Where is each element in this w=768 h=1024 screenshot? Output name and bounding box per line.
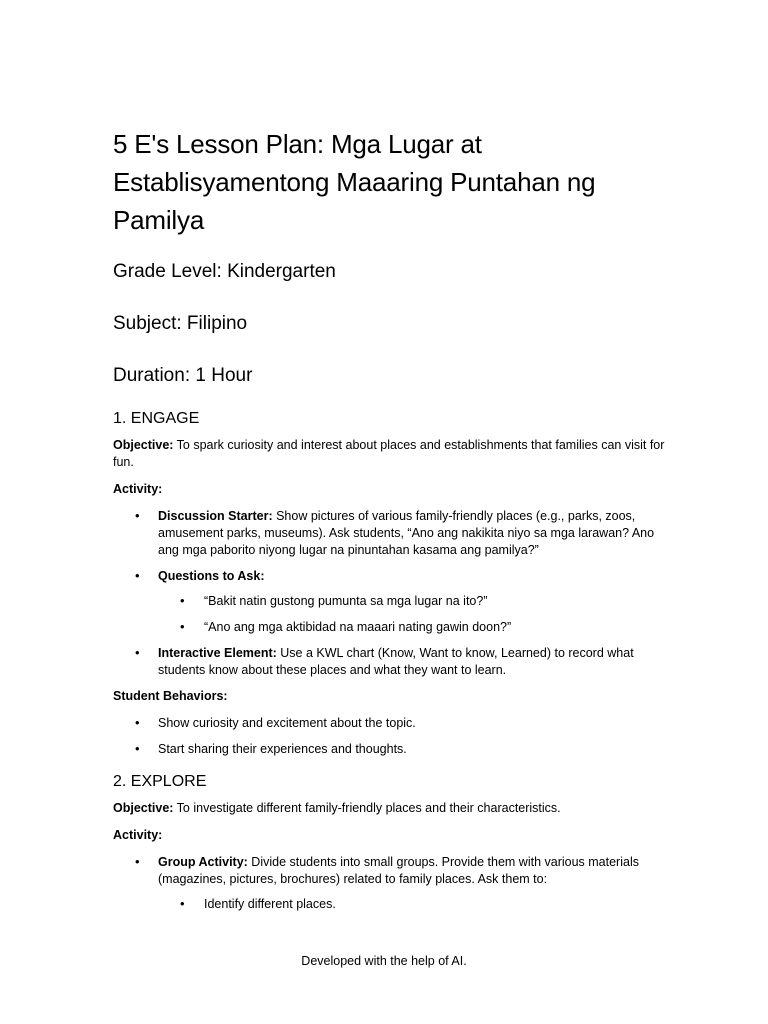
objective-text: To investigate different family-friendly places and their characteristics. [173, 801, 561, 815]
section-heading-explore: 2. EXPLORE [113, 773, 207, 790]
bullet-icon: • [135, 741, 140, 756]
sublist-item [158, 896, 673, 913]
explore-activity-list [113, 854, 673, 913]
bullet-icon: • [135, 508, 140, 523]
questions-sublist [158, 593, 673, 636]
objective-text: To spark curiosity and interest about places and establishments that families can visit for fun. [113, 438, 665, 469]
item-label: Interactive Element: [158, 646, 277, 660]
sublist-item [158, 619, 673, 636]
engage-objective [113, 437, 673, 471]
grade-level: Grade Level: Kindergarten [113, 261, 336, 282]
bullet-icon: • [135, 854, 140, 869]
bullet-icon: • [135, 645, 140, 660]
duration: Duration: 1 Hour [113, 365, 253, 386]
explore-objective [113, 800, 673, 817]
behaviors-label-line [113, 688, 673, 705]
page-footer: Developed with the help of AI. [301, 954, 467, 968]
bullet-icon: • [180, 593, 185, 608]
list-item [113, 715, 673, 732]
section-heading-engage: 1. ENGAGE [113, 410, 200, 427]
list-item-discussion-starter [113, 508, 673, 559]
behavior-text: Start sharing their experiences and thoughts. [158, 742, 407, 756]
objective-label: Objective: [113, 801, 174, 815]
sublist-item-text: Identify different places. [204, 897, 336, 911]
engage-activity-label [113, 481, 673, 498]
behaviors-label: Student Behaviors: [113, 689, 228, 703]
activity-label: Activity: [113, 482, 163, 496]
item-label: Questions to Ask: [158, 569, 265, 583]
sublist-item-text: “Ano ang mga aktibidad na maaari nating gawin doon?” [204, 620, 512, 634]
sublist-item [158, 593, 673, 610]
item-label: Group Activity: [158, 855, 248, 869]
subject: Subject: Filipino [113, 313, 248, 334]
item-text: Use a KWL chart (Know, Want to know, Learned) to record what students know about these places and what they want to learn. [158, 646, 634, 677]
item-text: Divide students into small groups. Provide them with various materials (magazines, pictures, brochures) related to family places. Ask them to: [158, 855, 639, 886]
list-item-group-activity [113, 854, 673, 913]
item-label: Discussion Starter: [158, 509, 273, 523]
bullet-icon: • [180, 619, 185, 634]
list-item [113, 741, 673, 758]
sublist-item-text: “Bakit natin gustong pumunta sa mga lugar na ito?” [204, 594, 488, 608]
list-item-interactive-element [113, 645, 673, 679]
explore-activity-label [113, 827, 673, 844]
group-activity-sublist [158, 896, 673, 913]
document-body [113, 125, 673, 922]
item-text: Show pictures of various family-friendly places (e.g., parks, zoos, amusement parks, museums). Ask students, “Ano ang nakikita niyo sa mga larawan? Ano ang mga paborito niyong lugar na pinuntahan kasama ang pamilya?” [158, 509, 655, 557]
page-title: 5 E's Lesson Plan: Mga Lugar at Establisyamentong Maaaring Puntahan ng Pamilya [113, 129, 596, 235]
activity-label: Activity: [113, 828, 163, 842]
behaviors-list [113, 715, 673, 758]
bullet-icon: • [180, 896, 185, 911]
bullet-icon: • [135, 568, 140, 583]
list-item-questions [113, 568, 673, 636]
bullet-icon: • [135, 715, 140, 730]
objective-label: Objective: [113, 438, 174, 452]
behavior-text: Show curiosity and excitement about the topic. [158, 716, 416, 730]
engage-activity-list [113, 508, 673, 679]
